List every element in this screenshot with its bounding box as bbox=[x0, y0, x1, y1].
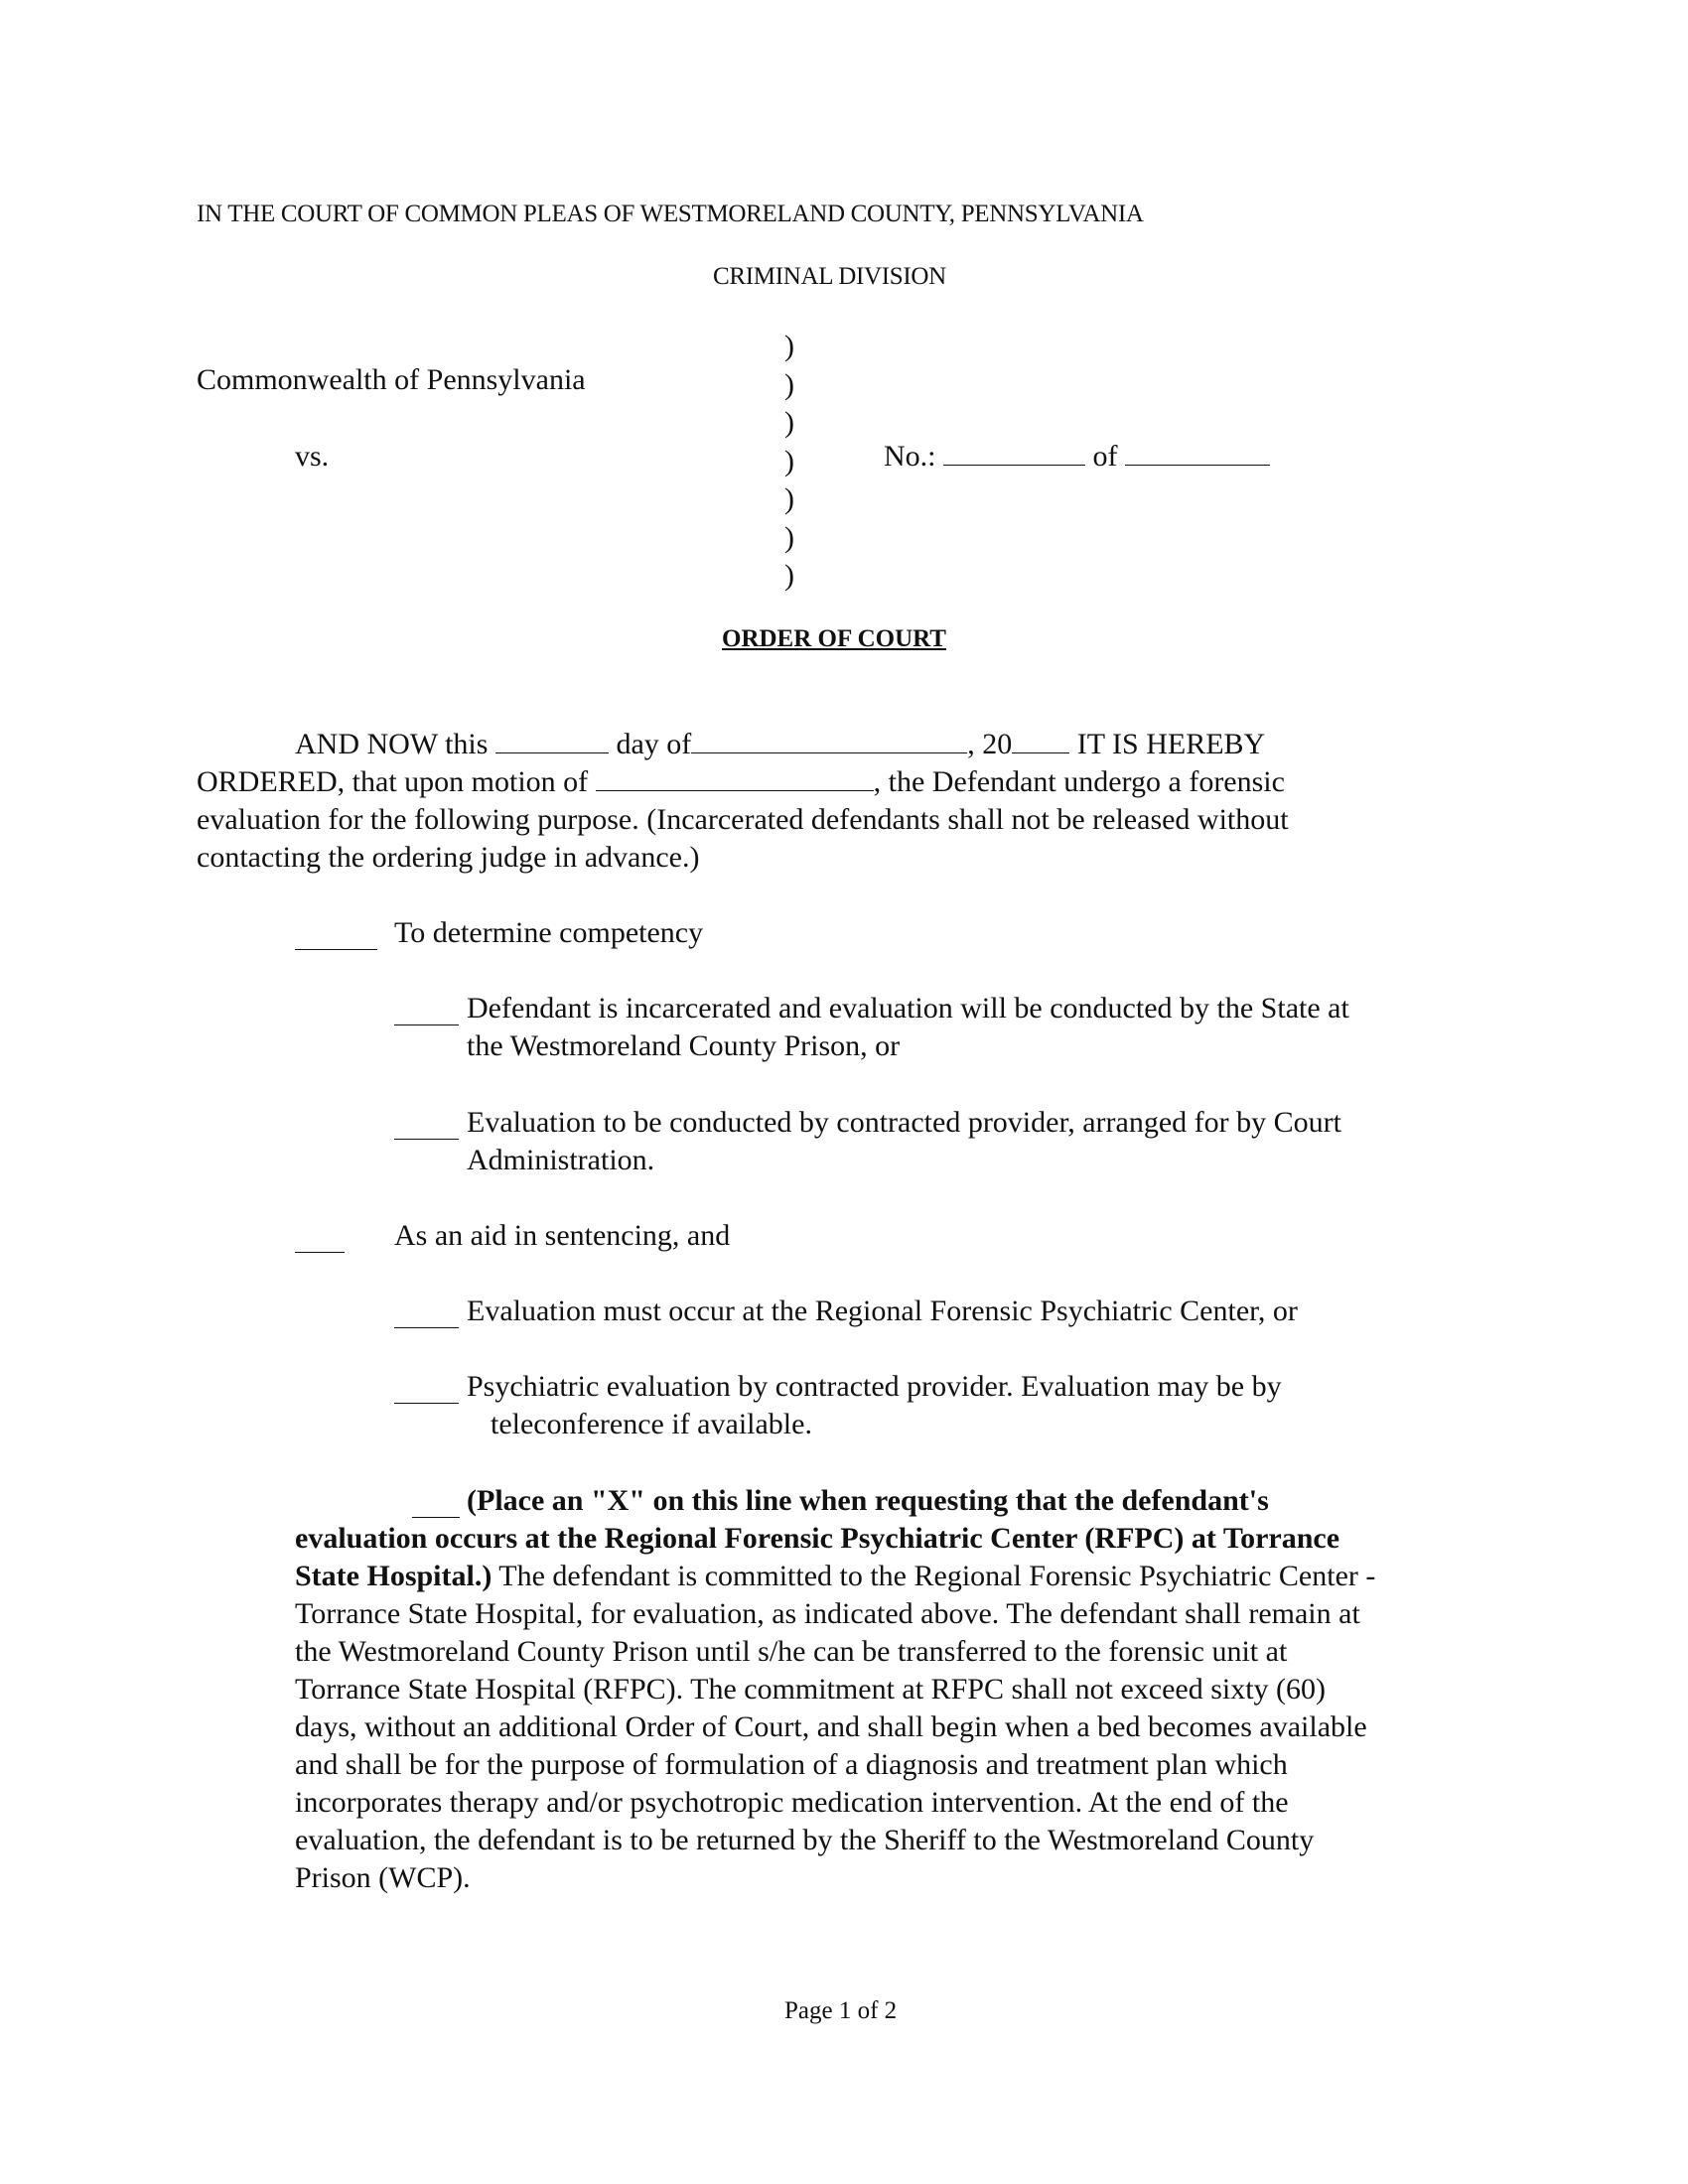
case-no-of: of bbox=[1092, 440, 1118, 473]
caption-paren: ) bbox=[784, 406, 794, 439]
competency-state-checkbox-line[interactable] bbox=[394, 999, 459, 1025]
competency-contracted-line-2: Administration. bbox=[467, 1144, 655, 1176]
versus-label: vs. bbox=[295, 440, 330, 473]
rfpc-line-1: (Place an "X" on this line when requesting that the defendant's bbox=[467, 1484, 1269, 1517]
rfpc-line-5: the Westmoreland County Prison until s/he can be transferred to the forensic unit at bbox=[295, 1635, 1288, 1668]
competency-option: To determine competency bbox=[394, 916, 704, 949]
rfpc-line-6: Torrance State Hospital (RFPC). The commitment at RFPC shall not exceed sixty (60) bbox=[295, 1673, 1327, 1706]
rfpc-line-3: State Hospital.) The defendant is committed to the Regional Forensic Psychiatric Center - bbox=[295, 1560, 1376, 1592]
plaintiff-name: Commonwealth of Pennsylvania bbox=[197, 363, 586, 396]
sentencing-rfpc-line: Evaluation must occur at the Regional Forensic Psychiatric Center, or bbox=[467, 1295, 1298, 1327]
sentencing-contracted-checkbox-line[interactable] bbox=[394, 1377, 459, 1404]
year-blank[interactable] bbox=[1012, 727, 1069, 753]
caption-paren: ) bbox=[784, 444, 794, 478]
caption-paren: ) bbox=[784, 520, 794, 554]
rfpc-line-8: and shall be for the purpose of formulation of a diagnosis and treatment plan which bbox=[295, 1748, 1288, 1781]
caption-paren: ) bbox=[784, 559, 794, 592]
rfpc-line-10: evaluation, the defendant is to be returned by the Sheriff to the Westmoreland County bbox=[295, 1824, 1315, 1856]
case-year-blank[interactable] bbox=[1125, 439, 1270, 466]
competency-state-line-2: the Westmoreland County Prison, or bbox=[467, 1029, 901, 1062]
competency-contracted-line-1: Evaluation to be conducted by contracted provider, arranged for by Court bbox=[467, 1106, 1341, 1139]
sentencing-rfpc-checkbox-line[interactable] bbox=[394, 1301, 459, 1328]
intro-line-4: contacting the ordering judge in advance.) bbox=[197, 841, 700, 874]
rfpc-line-9: incorporates therapy and/or psychotropic medication intervention. At the end of the bbox=[295, 1786, 1289, 1819]
order-title: ORDER OF COURT bbox=[722, 625, 946, 652]
sentencing-contracted-line-1: Psychiatric evaluation by contracted provider. Evaluation may be by bbox=[467, 1370, 1282, 1403]
caption-paren: ) bbox=[784, 367, 794, 401]
case-number-blank[interactable] bbox=[943, 439, 1085, 466]
month-blank[interactable] bbox=[691, 727, 967, 753]
competency-state-line-1: Defendant is incarcerated and evaluation will be conducted by the State at bbox=[467, 992, 1349, 1024]
page-number: Page 1 of 2 bbox=[784, 1997, 898, 2024]
case-number bbox=[884, 438, 1270, 476]
rfpc-line-11: Prison (WCP). bbox=[295, 1861, 471, 1894]
caption-paren: ) bbox=[784, 330, 794, 362]
rfpc-line-7: days, without an additional Order of Court, and shall begin when a bed becomes available bbox=[295, 1710, 1367, 1743]
intro-line-2: ORDERED, that upon motion of , the Defendant undergo a forensic bbox=[197, 765, 1285, 798]
day-blank[interactable] bbox=[495, 727, 609, 753]
intro-line-1: AND NOW this day of , 20 IT IS HEREBY bbox=[295, 728, 1266, 760]
rfpc-line-4: Torrance State Hospital, for evaluation, as indicated above. The defendant shall remain at bbox=[295, 1597, 1360, 1630]
caption-parentheses bbox=[784, 328, 794, 596]
sentencing-option: As an aid in sentencing, and bbox=[394, 1219, 731, 1252]
motion-of-blank[interactable] bbox=[596, 764, 874, 791]
sentencing-checkbox-line[interactable] bbox=[295, 1226, 345, 1253]
rfpc-line-2: evaluation occurs at the Regional Forensic Psychiatric Center (RFPC) at Torrance bbox=[295, 1522, 1340, 1555]
case-no-label: No.: bbox=[884, 440, 936, 473]
caption-paren: ) bbox=[784, 482, 794, 515]
court-heading: IN THE COURT OF COMMON PLEAS OF WESTMORELAND COUNTY, PENNSYLVANIA bbox=[197, 201, 1144, 227]
division-heading: CRIMINAL DIVISION bbox=[713, 263, 946, 290]
sentencing-contracted-line-2: teleconference if available. bbox=[491, 1408, 812, 1440]
competency-checkbox-line[interactable] bbox=[295, 923, 377, 950]
rfpc-request-checkbox-line[interactable] bbox=[412, 1491, 460, 1518]
competency-contracted-checkbox-line[interactable] bbox=[394, 1113, 459, 1140]
intro-line-3: evaluation for the following purpose. (Incarcerated defendants shall not be released without bbox=[197, 803, 1289, 836]
